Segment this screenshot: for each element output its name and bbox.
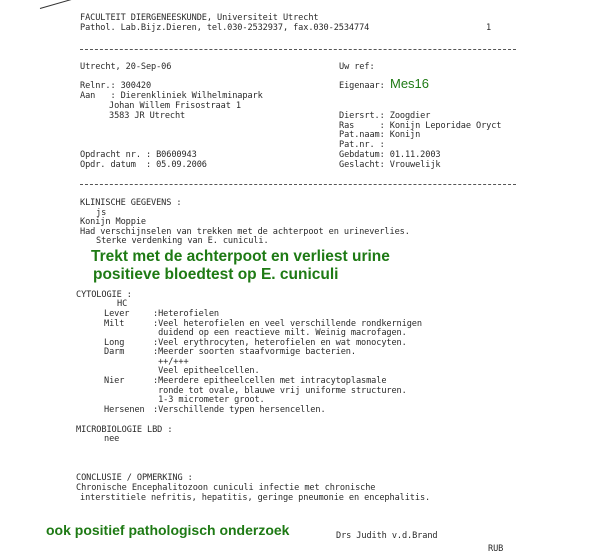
relnr: Relnr.: 300420	[80, 81, 152, 91]
cytologie-finding: 1-3 micrometer groot.	[153, 395, 265, 405]
signature: Drs Judith v.d.Brand	[336, 531, 438, 541]
eigenaar-value: Mes16	[390, 76, 430, 91]
organ-label: Long	[104, 338, 125, 348]
annotation-symptoms: Trekt met de achterpoot en verliest urine	[91, 248, 390, 265]
place-date: Utrecht, 20-Sep-06	[80, 62, 172, 72]
ras: Ras : Konijn Leporidae Oryct	[339, 121, 502, 131]
cytologie-hc: HC	[117, 299, 128, 309]
conclusie-line: interstitiele nefritis, hepatitis, geringe pneumonie en encephalitis.	[80, 493, 431, 503]
page-number: 1	[486, 23, 492, 33]
aan-city: 3583 JR Utrecht	[109, 111, 186, 121]
diersoort: Diersrt.: Zoogdier	[339, 111, 431, 121]
klinische-line: Sterke verdenking van E. cuniculi.	[96, 236, 269, 246]
eigenaar-label: Eigenaar:	[339, 81, 385, 91]
cytologie-finding: :Verschillende typen hersencellen.	[153, 405, 326, 415]
organ-label: Lever	[104, 309, 130, 319]
organ-label: Hersenen	[104, 405, 145, 415]
klinische-line: js	[96, 208, 107, 218]
cytologie-finding: ronde tot ovale, blauwe vrij uniforme structuren.	[153, 386, 407, 396]
annotation-pathology: ook positief pathologisch onderzoek	[46, 522, 290, 538]
pen-mark	[40, 0, 73, 9]
microbiologie-value: nee	[104, 434, 120, 444]
geslacht: Geslacht: Vrouwelijk	[339, 160, 441, 170]
cytologie-finding: duidend op een reactieve milt. Weinig macrofagen.	[153, 328, 407, 338]
klinische-line: Had verschijnselen van trekken met de achterpoot en urineverlies.	[80, 227, 410, 237]
conclusie-line: Chronische Encephalitozoon cuniculi infectie met chronische	[76, 483, 376, 493]
conclusie-heading: CONCLUSIE / OPMERKING :	[76, 473, 193, 483]
aan-street: Johan Willem Frisostraat 1	[109, 101, 241, 111]
lab-contact-line: Pathol. Lab.Bijz.Dieren, tel.030-2532937, fax.030-2534774	[80, 23, 370, 33]
divider	[80, 184, 516, 185]
geboortedatum: Gebdatum: 01.11.2003	[339, 150, 441, 160]
cytologie-finding: :Meerdere epitheelcellen met intracytoplasmale	[153, 376, 387, 386]
klinische-heading: KLINISCHE GEGEVENS :	[80, 198, 182, 208]
klinische-line: Konijn Moppie	[80, 217, 146, 227]
annotation-bloodtest: positieve bloedtest op E. cuniculi	[93, 266, 339, 283]
cytologie-finding: :Veel heterofielen en veel verschillende rondkernigen	[153, 319, 422, 329]
uw-ref: Uw ref:	[339, 62, 375, 72]
initials: RUB	[488, 544, 504, 554]
faculty-line: FACULTEIT DIERGENEESKUNDE, Universiteit Utrecht	[80, 13, 319, 23]
cytologie-finding: :Veel erythrocyten, heterofielen en wat monocyten.	[153, 338, 407, 348]
microbiologie-heading: MICROBIOLOGIE LBD :	[76, 425, 173, 435]
aan-line: Aan : Dierenkliniek Wilhelminapark	[80, 91, 263, 101]
patient-nr: Pat.nr. :	[339, 140, 385, 150]
cytologie-finding: :Meerder soorten staafvormige bacterien.	[153, 347, 356, 357]
organ-label: Darm	[104, 347, 125, 357]
opdracht-nr: Opdracht nr. : B0600943	[80, 150, 197, 160]
cytologie-finding: Veel epitheelcellen.	[153, 366, 260, 376]
cytologie-finding: ++/+++	[153, 357, 189, 367]
opdracht-datum: Opdr. datum : 05.09.2006	[80, 160, 207, 170]
organ-label: Nier	[104, 376, 125, 386]
divider	[80, 49, 516, 50]
organ-label: Milt	[104, 319, 125, 329]
cytologie-finding: :Heterofielen	[153, 309, 219, 319]
cytologie-heading: CYTOLOGIE :	[76, 290, 132, 300]
patient-naam: Pat.naam: Konijn	[339, 130, 421, 140]
